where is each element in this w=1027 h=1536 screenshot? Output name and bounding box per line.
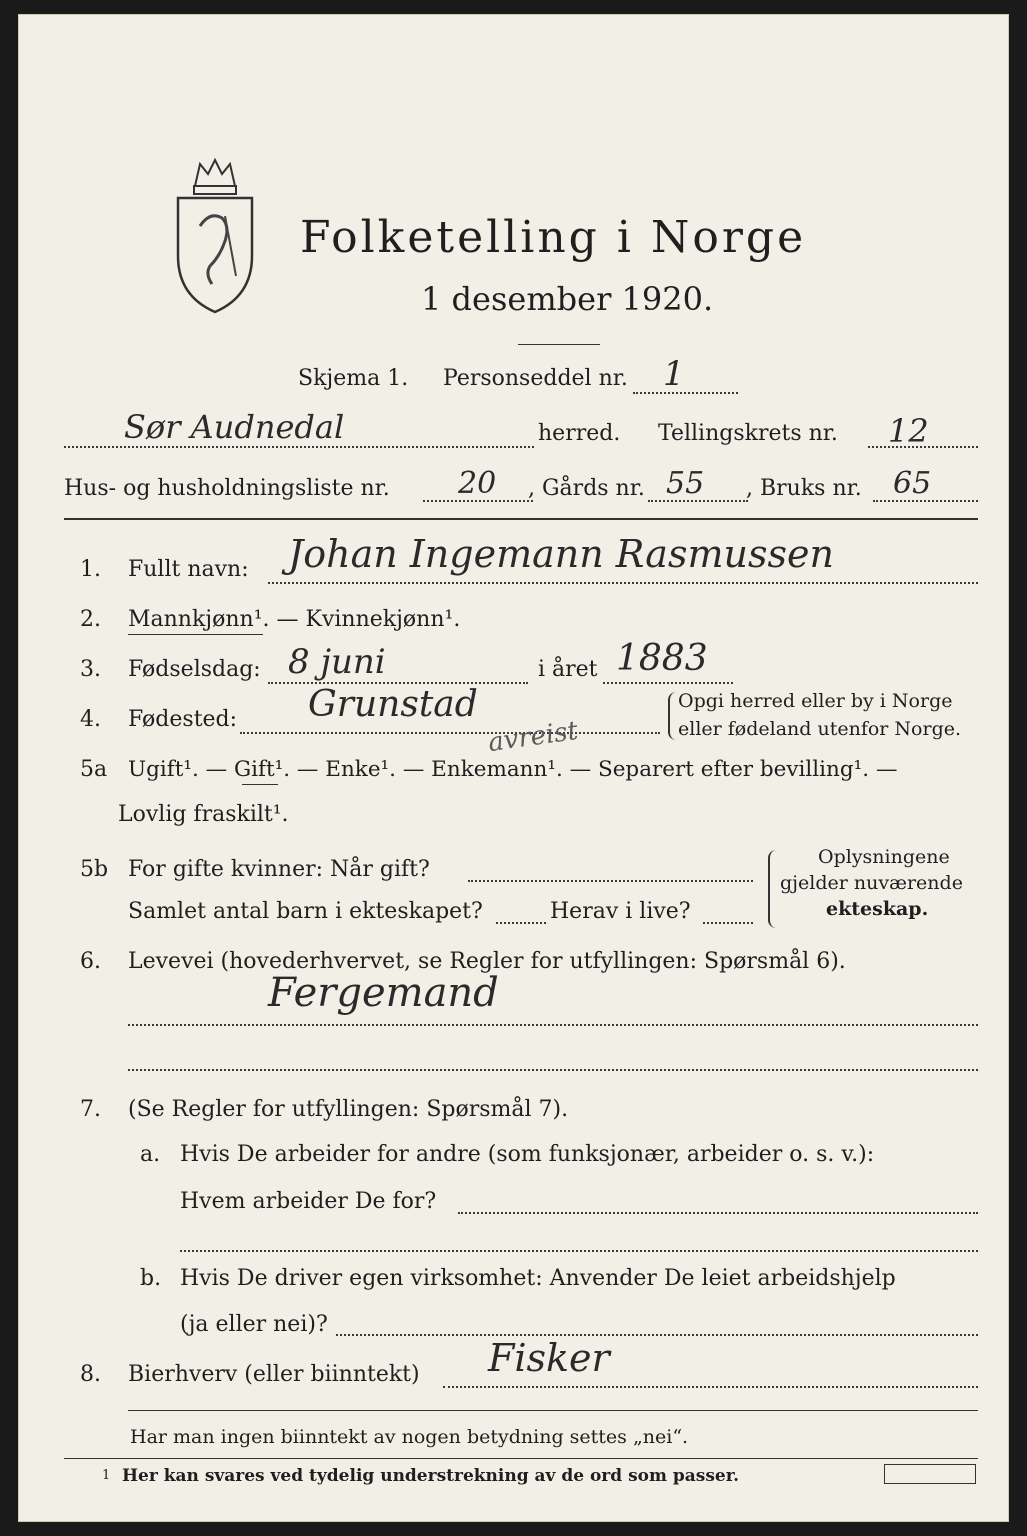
q7b-label-2: (ja eller nei)?	[180, 1312, 328, 1337]
q8-value: Fisker	[488, 1336, 610, 1380]
herred-label: herred.	[538, 421, 621, 446]
q1-number: 1.	[80, 557, 101, 582]
q3-label: Fødselsdag:	[128, 657, 261, 682]
q8-label: Bierhverv (eller biinntekt)	[128, 1362, 420, 1387]
q5b-label-2: Samlet antal barn i ekteskapet?	[128, 899, 483, 924]
census-date: 1 desember 1920.	[421, 280, 714, 318]
q5b-label-3: Herav i live?	[550, 899, 691, 924]
q5a-handwritten-note: avreist	[486, 715, 580, 759]
hus-label: Hus- og husholdningsliste nr.	[64, 476, 390, 501]
bruks-label: , Bruks nr.	[746, 476, 862, 501]
q3-year: 1883	[616, 638, 708, 679]
q4-value: Grunstad	[308, 684, 478, 725]
q7-number: 7.	[80, 1097, 101, 1122]
q7-label: (Se Regler for utfyllingen: Spørsmål 7).	[128, 1097, 569, 1122]
personseddel-value: 1	[663, 354, 685, 394]
q3-value: 8 juni	[288, 642, 386, 682]
q7a-number: a.	[140, 1142, 161, 1167]
footnote-number: 1	[102, 1468, 111, 1483]
gards-value: 55	[666, 466, 705, 501]
q5a-line-2: Lovlig fraskilt¹.	[118, 802, 289, 827]
q4-label: Fødested:	[128, 707, 238, 732]
note-text: Har man ingen biinntekt av nogen betydning settes „nei“.	[130, 1426, 689, 1448]
q5b-note-3: ekteskap.	[826, 898, 929, 920]
q5b-label-1: For gifte kvinner: Når gift?	[128, 857, 430, 882]
q7b-label-1: Hvis De driver egen virksomhet: Anvender De leiet arbeidshjelp	[180, 1266, 896, 1291]
q4-note-1: Opgi herred eller by i Norge	[678, 690, 953, 712]
q3-year-label: i året	[538, 657, 598, 682]
q1-value: Johan Ingemann Rasmussen	[288, 532, 834, 576]
q5b-number: 5b	[80, 857, 109, 882]
schema-label: Skjema 1.	[298, 366, 409, 391]
q5b-note-2: gjelder nuværende	[780, 872, 963, 894]
coat-of-arms-icon	[170, 156, 260, 316]
q4-number: 4.	[80, 707, 101, 732]
q5a-label: Ugift¹. — Gift¹. — Enke¹. — Enkemann¹. — Separert efter bevilling¹. —	[128, 757, 898, 782]
printer-stamp	[884, 1464, 976, 1484]
tellingskrets-label: Tellingskrets nr.	[658, 421, 838, 446]
q5a-number: 5a	[80, 757, 108, 782]
q6-value: Fergemand	[268, 970, 499, 1016]
q2-label: Mannkjønn¹. — Kvinnekjønn¹.	[128, 607, 461, 632]
q7a-label-2: Hvem arbeider De for?	[180, 1189, 437, 1214]
q4-note-2: eller fødeland utenfor Norge.	[678, 718, 962, 740]
q7b-number: b.	[140, 1266, 162, 1291]
bruks-value: 65	[893, 466, 932, 501]
personseddel-label: Personseddel nr.	[443, 366, 628, 391]
tellingskrets-value: 12	[888, 412, 929, 450]
q7a-label-1: Hvis De arbeider for andre (som funksjonær, arbeider o. s. v.):	[180, 1142, 875, 1167]
hus-value: 20	[458, 466, 497, 501]
q3-number: 3.	[80, 657, 101, 682]
q1-label: Fullt navn:	[128, 557, 249, 582]
q2-number: 2.	[80, 607, 101, 632]
q6-number: 6.	[80, 949, 101, 974]
gards-label: , Gårds nr.	[528, 476, 645, 501]
footnote-text: Her kan svares ved tydelig understrekning av de ord som passer.	[122, 1466, 740, 1486]
q8-number: 8.	[80, 1362, 101, 1387]
herred-value: Sør Audnedal	[124, 408, 345, 446]
census-form	[18, 14, 1009, 1522]
q6-label: Levevei (hovederhvervet, se Regler for utfyllingen: Spørsmål 6).	[128, 949, 846, 974]
page-title: Folketelling i Norge	[300, 212, 807, 263]
q5b-note-1: Oplysningene	[818, 846, 950, 868]
